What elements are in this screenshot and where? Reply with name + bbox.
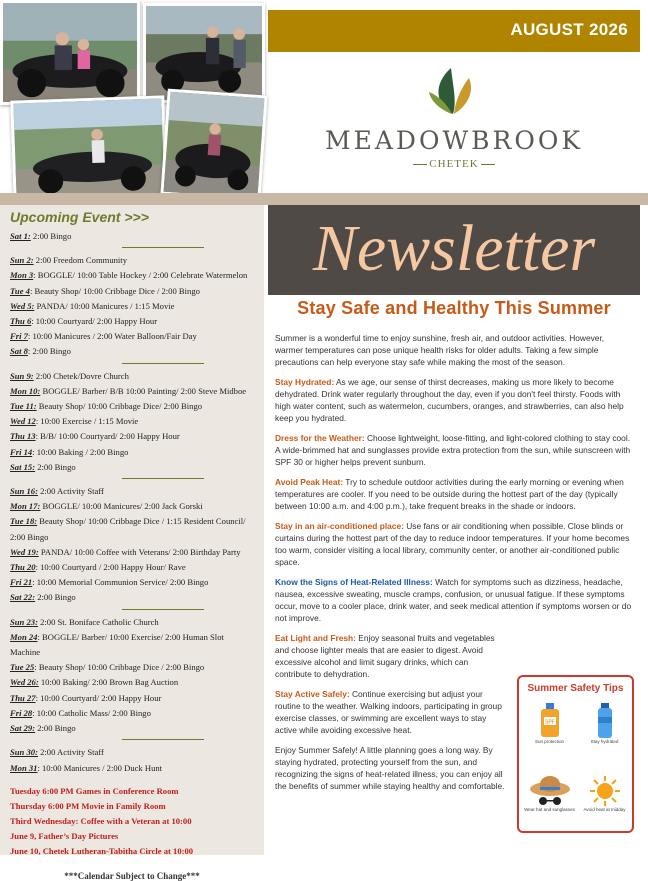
event-date: Tue 18: xyxy=(10,516,38,527)
hat-sunglasses-icon xyxy=(528,773,572,807)
event-text: PANDA/ 10:00 Manicures / 1:15 Movie xyxy=(34,300,175,311)
leaf-icon xyxy=(423,64,483,116)
article-section xyxy=(275,576,633,624)
event-date: Sat 1: xyxy=(10,231,31,241)
event-date: Mon 10: xyxy=(10,385,41,396)
tip-sun-protection xyxy=(522,703,577,745)
event-date: Thu 20 xyxy=(10,562,36,573)
event-date: Wed 12 xyxy=(10,416,36,427)
event-text: 2:00 Activity Staff xyxy=(37,486,104,497)
events-heading: Upcoming Event >>> xyxy=(10,209,149,225)
event-date: Mon 17: xyxy=(10,501,41,512)
event-row xyxy=(10,314,254,329)
event-row xyxy=(10,615,254,630)
section-text: Use fans or air conditioning when possible. Close blinds or curtains during the hottest part of the day to reduce indoor temperatures. If your home becomes too warm, consider visiting a local library, community center, or another air-conditioned public space. xyxy=(275,521,630,567)
svg-text:SPF: SPF xyxy=(544,719,555,726)
recurring-note: Tuesday 6:00 PM Games in Conference Room xyxy=(10,785,179,796)
location-text: CHETEK xyxy=(429,158,479,170)
event-row xyxy=(10,630,254,660)
event-text: BOGGLE/ Barber/ B/B 10:00 Painting/ 2:00 Steve Midboe xyxy=(40,385,247,396)
event-row xyxy=(10,284,254,299)
tip-hat-sunglasses xyxy=(522,773,577,813)
article-section xyxy=(275,376,633,424)
event-text: 2:00 Bingo xyxy=(35,592,76,603)
event-text: : 10:00 Courtyard/ 2:00 Happy Hour xyxy=(31,316,158,327)
event-row xyxy=(10,329,254,344)
event-text: PANDA/ 10:00 Coffee with Veterans/ 2:00 Birthday Party xyxy=(38,546,241,557)
event-row xyxy=(10,499,254,514)
article-section xyxy=(275,520,633,568)
event-text: 2:00 Freedom Community xyxy=(33,255,127,266)
event-date: Tue 11: xyxy=(10,401,37,412)
event-text: 10:00 Baking/ 2:00 Brown Bag Auction xyxy=(38,677,179,688)
tip-label-avoid-heat: Avoid heat at midday xyxy=(583,807,626,812)
event-text: 2:00 Bingo xyxy=(35,461,76,472)
event-date: Thu 13 xyxy=(10,431,36,442)
event-date: Fri 14 xyxy=(10,446,33,457)
event-text: : 10:00 Baking / 2:00 Bingo xyxy=(32,446,129,457)
event-text: : 2:00 Bingo xyxy=(27,346,71,357)
section-label: Stay Hydrated: xyxy=(275,377,335,387)
article-section xyxy=(275,632,505,680)
section-text: As we age, our sense of thirst decreases, making us more likely to become dehydrated. Drink water regularly throughout the day, even if you don't feel thirsty. Foods with high water content, such as watermelon, cucumbers, oranges, and strawberries, can also help keep you hydrated. xyxy=(275,377,624,423)
event-date: Mon 3 xyxy=(10,270,34,281)
header-bar xyxy=(268,10,640,52)
week-separator xyxy=(122,478,204,479)
section-label: Stay in an air-conditioned place: xyxy=(275,521,404,531)
event-row xyxy=(10,560,254,575)
tip-label-hat-sunglasses: Wear hat and sunglasses xyxy=(524,807,575,812)
event-date: Fri 28 xyxy=(10,707,33,718)
event-date: Wed 5: xyxy=(10,300,35,311)
event-date: Wed 19: xyxy=(10,546,39,557)
event-date: Wed 26: xyxy=(10,677,39,688)
logo xyxy=(268,60,640,178)
section-label: Stay Active Safely: xyxy=(275,689,350,699)
event-row xyxy=(10,484,254,499)
event-row xyxy=(10,253,254,268)
photo-collage xyxy=(0,0,268,205)
event-text: : 10:00 Manicures / 2:00 Duck Hunt xyxy=(37,762,163,773)
tip-label-stay-hydrated: Stay hydrated xyxy=(590,739,619,744)
section-label: Dress for the Weather: xyxy=(275,433,365,443)
event-text: 2:00 Bingo xyxy=(30,231,72,241)
event-date: Fri 21 xyxy=(10,577,33,588)
motorcycle-photo-2 xyxy=(143,3,265,103)
motorcycle-photo-4 xyxy=(160,89,267,202)
sun-icon xyxy=(589,775,621,807)
event-date: Sun 30: xyxy=(10,747,38,758)
tip-label-sun-protection: Sun protection xyxy=(534,739,565,744)
event-row xyxy=(10,675,254,690)
event-date: Mon 31 xyxy=(10,762,38,773)
event-date: Sat 29: xyxy=(10,723,36,734)
event-text: Beauty Shop/ 10:00 Cribbage Dice / 1:15 Resident Council/ 2:00 Bingo xyxy=(10,516,246,542)
week-separator xyxy=(122,363,204,364)
event-text: BOGGLE/ 10:00 Manicures/ 2:00 Jack Gorski xyxy=(40,501,203,512)
event-text: : 10:00 Memorial Communion Service/ 2:00 Bingo xyxy=(32,577,209,588)
event-text: : Beauty Shop/ 10:00 Cribbage Dice / 2:00 Bingo xyxy=(34,662,205,673)
event-row xyxy=(10,514,254,544)
event-text: 2:00 Chetek/Dovre Church xyxy=(33,370,129,381)
sunscreen-icon xyxy=(537,703,563,739)
event-row xyxy=(10,229,254,244)
event-row xyxy=(10,369,254,384)
event-date: Sun 16: xyxy=(10,486,38,497)
event-row xyxy=(10,721,254,736)
article-intro: Summer is a wonderful time to enjoy sunshine, fresh air, and outdoor activities. However, warmer temperatures can pose unique health risks for older adults. Taking a few simple precautions can help everyone stay safe while making the most of the season. xyxy=(275,333,605,367)
motorcycle-photo-1 xyxy=(0,0,140,105)
calendar-disclaimer: ***Calendar Subject to Change*** xyxy=(64,870,200,881)
section-text: Continue exercising but adjust your routine to the weather. Walking indoors, participating in group exercise classes, or swimming are excellent ways to stay active while avoiding excessive heat. xyxy=(275,689,502,735)
event-date: Tue 25 xyxy=(10,662,35,673)
event-date: Sat 15: xyxy=(10,461,36,472)
event-text: : 10:00 Courtyard / 2:00 Happy Hour/ Rave xyxy=(35,562,186,573)
event-text: 2:00 Activity Staff xyxy=(37,747,104,758)
events-column xyxy=(0,205,264,881)
event-date: Sat 22: xyxy=(10,592,36,603)
recurring-note: Third Wednesday: Coffee with a Veteran at 10:00 xyxy=(10,815,192,826)
event-text: : BOGGLE/ 10:00 Table Hockey / 2:00 Celebrate Watermelon xyxy=(33,270,248,281)
article-section xyxy=(275,432,633,468)
event-text: : B/B/ 10:00 Courtyard/ 2:00 Happy Hour xyxy=(35,431,180,442)
event-row xyxy=(10,445,254,460)
issue-month: AUGUST 2026 xyxy=(510,20,628,39)
article-section xyxy=(275,688,505,736)
event-date: Sun 23: xyxy=(10,616,38,627)
brand-name: MEADOWBROOK xyxy=(325,126,583,155)
article-closing: Enjoy Summer Safely! A little planning goes a long way. By staying hydrated, protecting yourself from the sun, and recognizing the signs of heat-related illness, you can enjoy all the benefits of summer while staying healthy and comfortable. xyxy=(275,745,505,791)
recurring-notes xyxy=(10,784,254,859)
event-row xyxy=(10,268,254,283)
event-date: Sun 2: xyxy=(10,255,34,266)
event-row xyxy=(10,399,254,414)
event-text: : 10:00 Catholic Mass/ 2:00 Bingo xyxy=(32,707,151,718)
tips-title: Summer Safety Tips xyxy=(527,683,624,694)
section-text: Watch for symptoms such as dizziness, headache, nausea, excessive sweating, muscle cramps, confusion, or unusual fatigue. If these symptoms occur, move to a cooler place, drink water, and seek medical attention if symptoms worsen or do not improve. xyxy=(275,577,632,623)
recurring-note: June 10, Chetek Lutheran-Tabitha Circle at 10:00 xyxy=(10,845,194,856)
event-row xyxy=(10,384,254,399)
week-separator xyxy=(122,247,204,248)
section-label: Avoid Peak Heat: xyxy=(275,477,344,487)
section-label: Eat Light and Fresh: xyxy=(275,633,356,643)
section-text: Enjoy seasonal fruits and vegetables and choose lighter meals that are easier to digest. Avoid excessive alcohol and limit sugary drinks, which can contribute to dehydration. xyxy=(275,633,495,679)
event-date: Thu 6 xyxy=(10,316,32,327)
section-text: Choose lightweight, loose-fitting, and light-colored clothing to stay cool. A wide-brimmed hat and sunglasses provide extra protection from the sun, while sunscreen with SPF 30 or higher helps prevent sunburn. xyxy=(275,433,631,467)
event-date: Sun 9: xyxy=(10,370,34,381)
event-list xyxy=(10,229,254,776)
summer-safety-tips-box xyxy=(517,675,634,833)
divider-strip xyxy=(0,193,648,205)
article-headline: Stay Safe and Healthy This Summer xyxy=(297,298,611,318)
event-row xyxy=(10,460,254,475)
event-row xyxy=(10,691,254,706)
recurring-note: Thursday 6:00 PM Movie in Family Room xyxy=(10,800,166,811)
week-separator xyxy=(122,739,204,740)
event-row xyxy=(10,590,254,605)
water-bottle-icon xyxy=(595,703,615,739)
event-date: Mon 24 xyxy=(10,631,38,642)
event-text: : 10:00 Manicures / 2:00 Water Balloon/Fair Day xyxy=(27,331,197,342)
section-label: Know the Signs of Heat-Related Illness: xyxy=(275,577,433,587)
event-text: : 10:00 Exercise / 1:15 Movie xyxy=(35,416,139,427)
section-text: Try to schedule outdoor activities during the early morning or evening when temperatures are cooler. If you need to be outside during the hottest part of the day (typically between 10:00 a.m. and 4:00 p.m.), take frequent breaks in the shade or indoors. xyxy=(275,477,624,511)
event-row xyxy=(10,344,254,359)
event-row xyxy=(10,414,254,429)
event-text: : Beauty Shop/ 10:00 Cribbage Dice / 2:00 Bingo xyxy=(29,285,200,296)
event-text: Beauty Shop/ 10:00 Cribbage Dice/ 2:00 Bingo xyxy=(36,401,203,412)
event-row xyxy=(10,429,254,444)
event-row xyxy=(10,761,254,776)
tip-avoid-heat xyxy=(577,775,632,813)
event-date: Fri 7 xyxy=(10,331,28,342)
event-row xyxy=(10,575,254,590)
event-row xyxy=(10,299,254,314)
week-separator xyxy=(122,609,204,610)
event-text: : BOGGLE/ Barber/ 10:00 Exercise/ 2:00 Human Slot Machine xyxy=(10,631,224,658)
event-date: Sat 8 xyxy=(10,346,28,357)
event-text: : 10:00 Courtyard/ 2:00 Happy Hour xyxy=(35,692,162,703)
recurring-note: June 9, Father’s Day Pictures xyxy=(10,830,119,841)
article-section xyxy=(275,476,633,512)
event-row xyxy=(10,745,254,760)
newsletter-title: Newsletter xyxy=(312,212,596,285)
event-row xyxy=(10,706,254,721)
event-date: Thu 27 xyxy=(10,692,36,703)
event-text: 2:00 Bingo xyxy=(35,723,76,734)
event-row xyxy=(10,545,254,560)
tip-stay-hydrated xyxy=(577,703,632,745)
newsletter-banner xyxy=(268,205,640,295)
event-text: 2:00 St. Boniface Catholic Church xyxy=(37,616,159,627)
event-date: Tue 4 xyxy=(10,285,30,296)
brand-location xyxy=(268,158,640,170)
event-row xyxy=(10,660,254,675)
motorcycle-photo-3 xyxy=(10,95,167,202)
